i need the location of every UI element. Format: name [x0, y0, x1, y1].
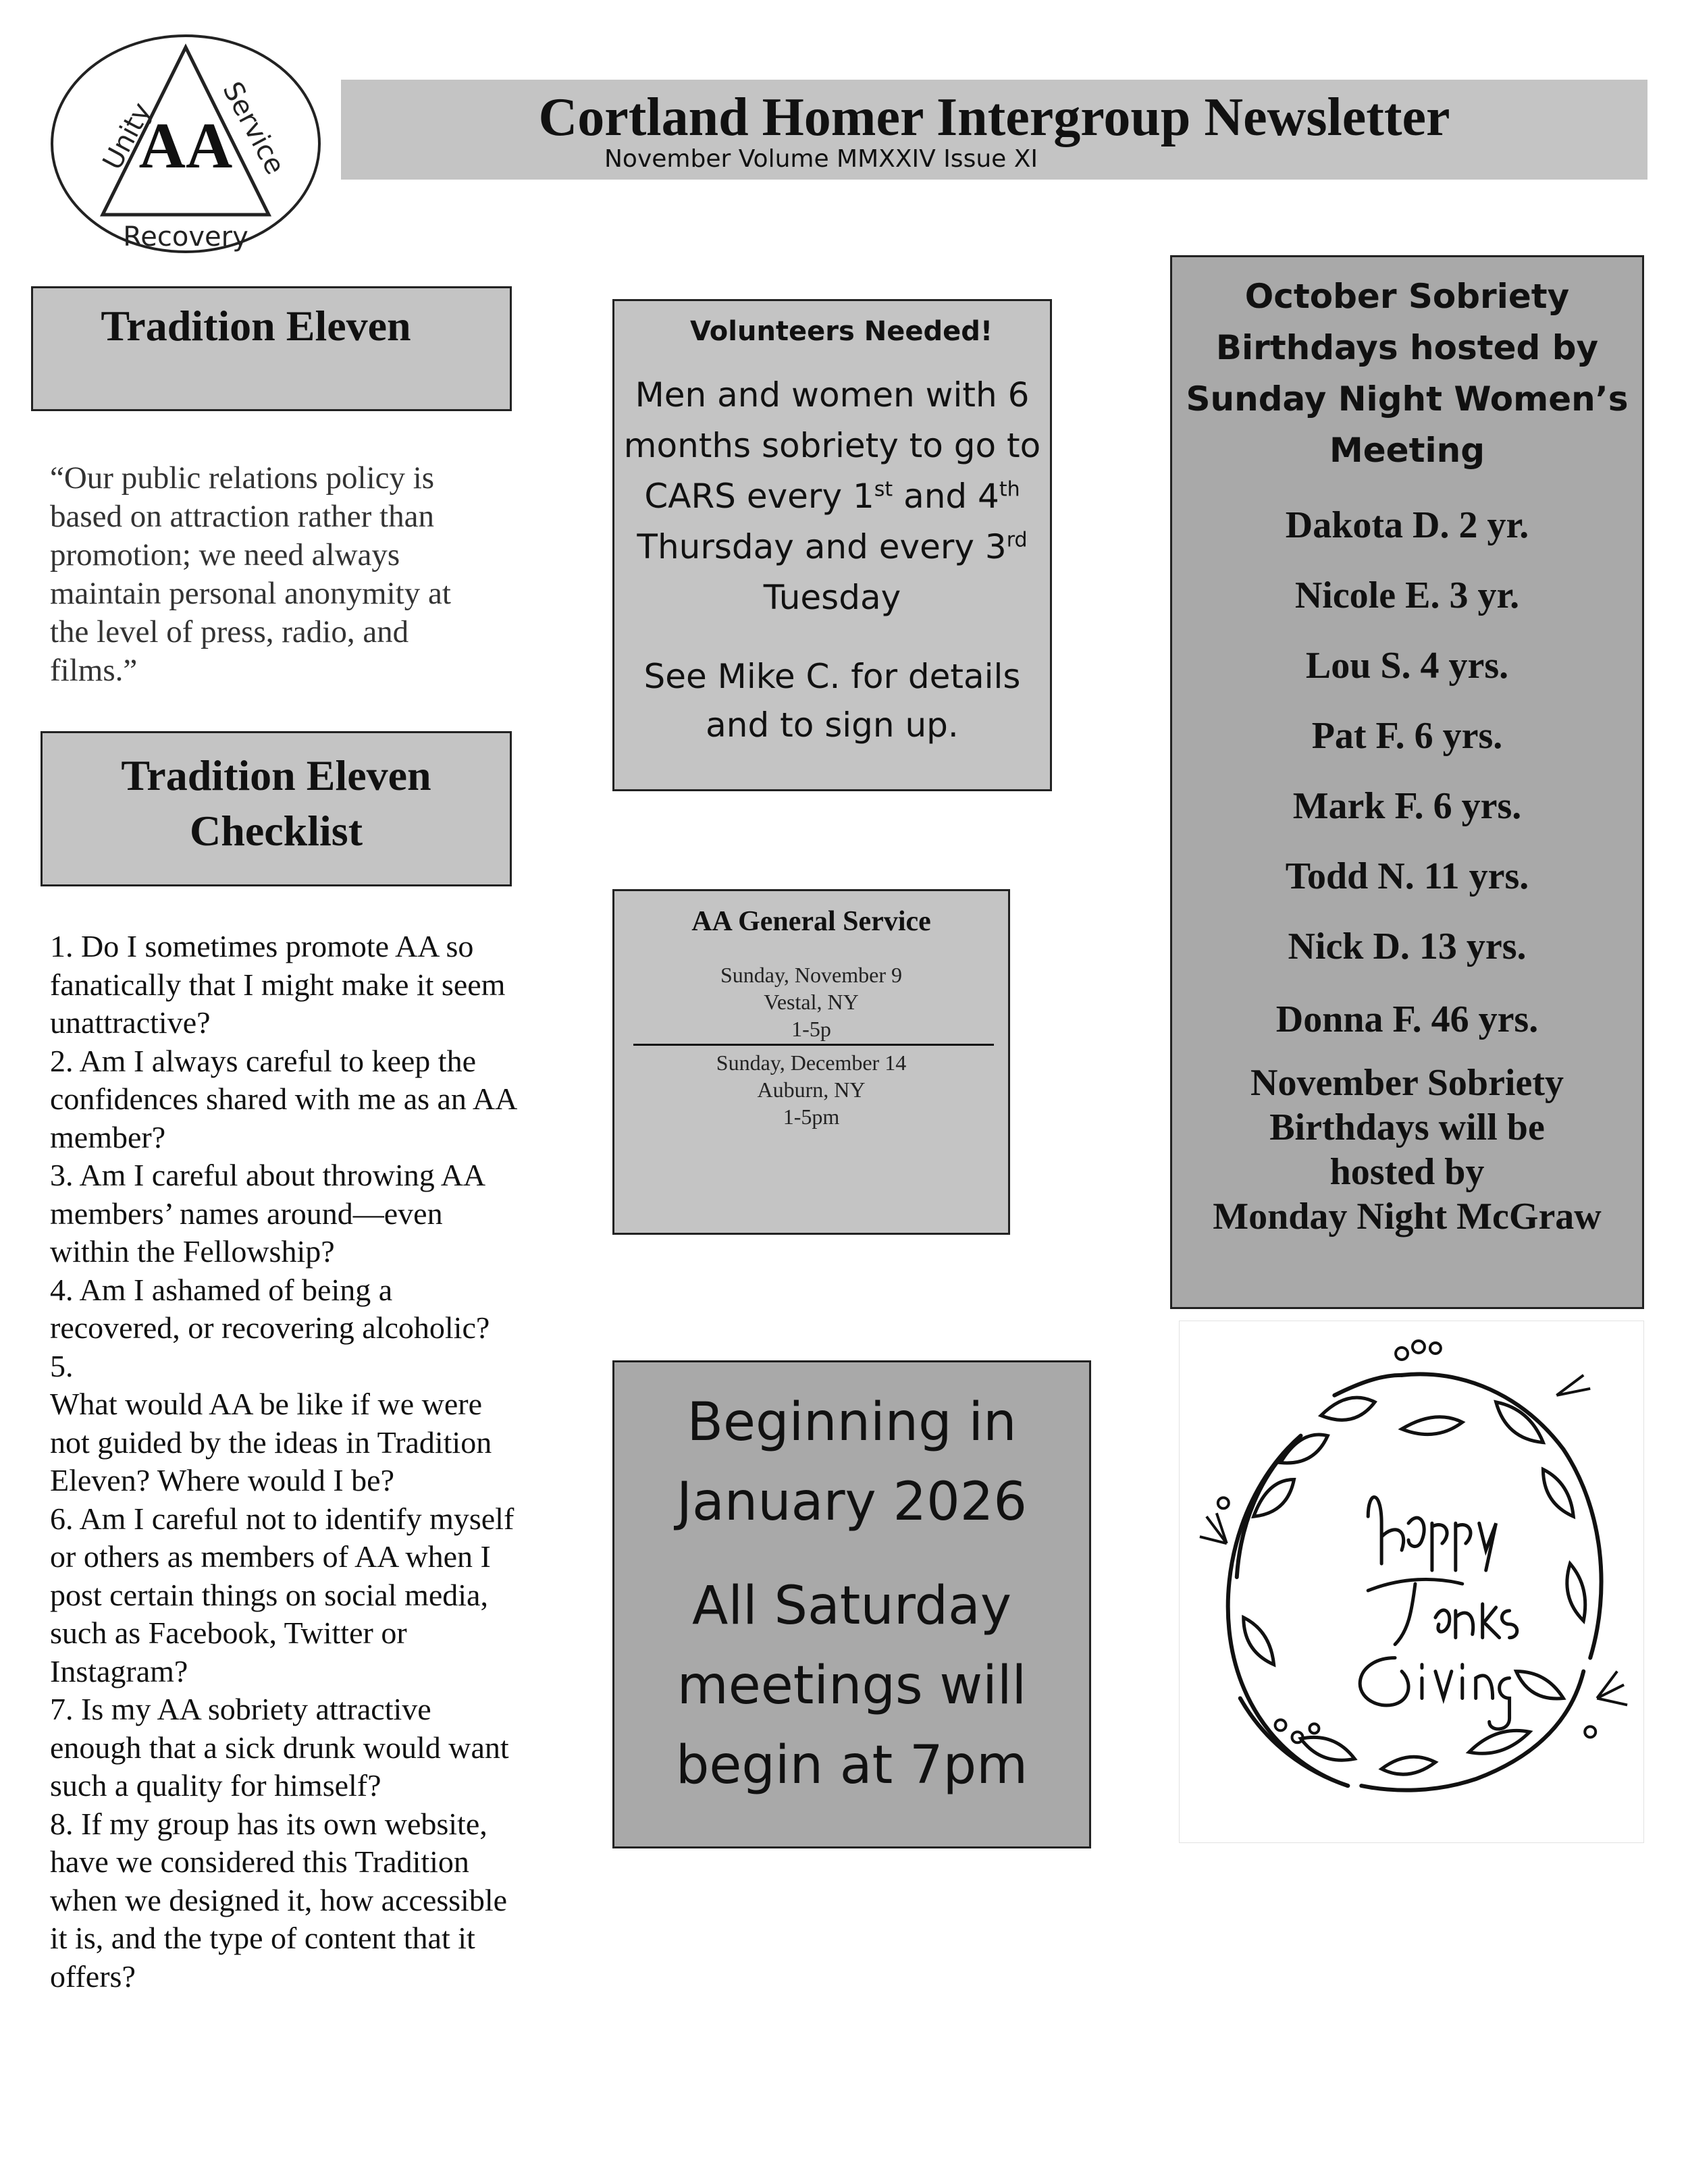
announcement-box	[612, 1360, 1091, 1848]
event-place: Auburn, NY	[757, 1077, 866, 1102]
checklist-item: 1. Do I sometimes promote AA so fanatically that I might make it seem unattractive?	[50, 929, 506, 1040]
birthday-item: Lou S. 4 yrs.	[1305, 645, 1509, 687]
header-bar	[341, 80, 1647, 180]
event-date: Sunday, December 14	[716, 1050, 907, 1075]
logo-unity-text: Unity	[97, 97, 158, 176]
volunteers-line: Men and women with 6	[635, 375, 1030, 415]
event-time: 1-5p	[791, 1017, 831, 1041]
volunteers-box	[612, 299, 1052, 791]
november-birthdays-note: November Sobriety Birthdays will be hosted by Monday Night McGraw	[1213, 1062, 1602, 1237]
event-date: Sunday, November 9	[720, 963, 902, 987]
checklist-item: 8. If my group has its own website, have we considered this Tradition when we designed it, how accessible it is, and the type of content that it offers?	[50, 1806, 508, 1994]
checklist	[50, 928, 516, 1996]
checklist-heading-box	[41, 731, 512, 886]
birthday-item: Nicole E. 3 yr.	[1294, 575, 1520, 616]
birthday-item: Dakota D. 2 yr.	[1285, 504, 1529, 546]
logo-service-text: Service	[216, 76, 291, 180]
event-place: Vestal, NY	[764, 990, 859, 1014]
checklist-heading-line2: Checklist	[190, 807, 363, 855]
checklist-heading-line1: Tradition Eleven	[121, 751, 431, 799]
logo-recovery-text: Recovery	[123, 221, 248, 252]
checklist-item: 3. Am I careful about throwing AA members’ names around—even within the Fellowship?	[50, 1158, 484, 1269]
volunteers-line: Thursday and every 3rd	[637, 527, 1028, 566]
general-service-box	[612, 889, 1010, 1235]
checklist-item: What would AA be like if we were not guided by the ideas in Tradition Eleven? Where would I be?	[50, 1387, 492, 1497]
announcement-line: begin at 7pm	[675, 1735, 1028, 1796]
event-time: 1-5pm	[783, 1104, 840, 1129]
birthday-item: Mark F. 6 yrs.	[1292, 785, 1522, 827]
general-service-event	[614, 961, 1008, 1042]
thanksgiving-wreath-image	[1179, 1321, 1644, 1843]
volunteers-line: CARS every 1st and 4th	[644, 477, 1020, 516]
newsletter-title: Cortland Homer Intergroup Newsletter	[538, 88, 1450, 147]
tradition-heading: Tradition Eleven	[101, 302, 411, 350]
volunteers-footer: See Mike C. for details and to sign up.	[643, 657, 1021, 745]
tradition-heading-box	[31, 286, 512, 411]
volunteers-body	[614, 370, 1050, 623]
announcement-text	[614, 1383, 1089, 1830]
general-service-title: AA General Service	[691, 906, 931, 937]
birthday-item: Pat F. 6 yrs.	[1311, 715, 1503, 757]
checklist-item: 6. Am I careful not to identify myself or others as members of AA when I post certain things on social media, such as Facebook, Twitter or Instagram?	[50, 1501, 515, 1688]
announcement-line: All Saturday	[692, 1576, 1011, 1636]
volunteers-line: Tuesday	[763, 578, 901, 617]
announcement-line: Beginning in	[687, 1392, 1017, 1453]
checklist-item: 7. Is my AA sobriety attractive enough that a sick drunk would want such a quality for himself?	[50, 1692, 509, 1803]
birthdays-title: October Sobriety Birthdays hosted by Sunday Night Women’s Meeting	[1186, 277, 1629, 470]
volunteers-line: months sobriety to go to	[623, 426, 1041, 465]
announcement-line: meetings will	[677, 1655, 1027, 1716]
tradition-quote: “Our public relations policy is based on attraction rather than promotion; we need always maintain personal anonymity at the level of press, radio, and films.”	[50, 460, 451, 688]
checklist-item: 2. Am I always careful to keep the confidences shared with me as an AA member?	[50, 1043, 516, 1154]
aa-logo	[49, 32, 323, 255]
birthday-list	[1172, 490, 1642, 1057]
birthdays-box	[1170, 255, 1644, 1309]
birthday-item: Todd N. 11 yrs.	[1285, 855, 1529, 897]
birthday-item: Nick D. 13 yrs.	[1288, 926, 1527, 967]
birthday-item: Donna F. 46 yrs.	[1275, 998, 1539, 1040]
checklist-item: 4. Am I ashamed of being a recovered, or recovering alcoholic? 5.	[50, 1272, 490, 1383]
newsletter-subtitle: November Volume MMXXIV Issue XI	[604, 145, 1038, 173]
general-service-event	[614, 1049, 1008, 1130]
checklist-heading	[43, 748, 510, 859]
divider	[633, 1044, 994, 1046]
announcement-line: January 2026	[677, 1472, 1027, 1533]
volunteers-title: Volunteers Needed!	[690, 316, 993, 347]
logo-center-text: AA	[138, 109, 233, 182]
